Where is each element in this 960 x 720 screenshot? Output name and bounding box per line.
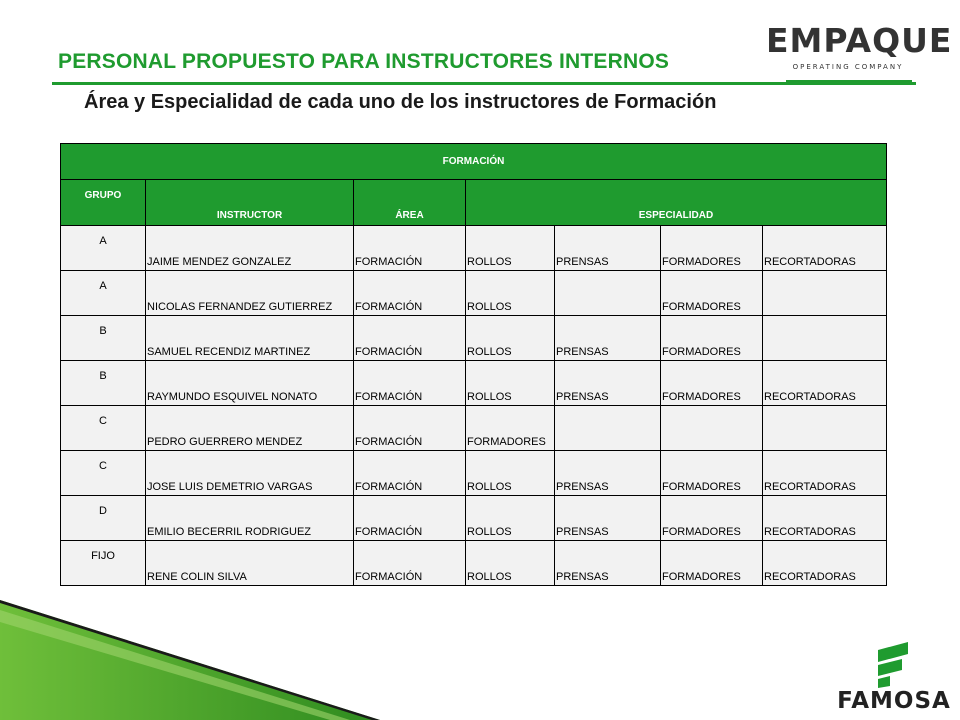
cell-especialidad-2	[555, 271, 661, 316]
cell-especialidad-3: FORMADORES	[661, 316, 763, 361]
cell-especialidad-2: PRENSAS	[555, 451, 661, 496]
cell-especialidad-4: RECORTADORAS	[763, 541, 887, 586]
empaque-logo	[766, 21, 953, 78]
cell-especialidad-2: PRENSAS	[555, 361, 661, 406]
cell-especialidad-3: FORMADORES	[661, 451, 763, 496]
cell-area: FORMACIÓN	[354, 271, 466, 316]
cell-grupo: A	[61, 226, 146, 271]
table-body	[61, 226, 887, 586]
table-row	[61, 226, 887, 271]
cell-especialidad-1: ROLLOS	[466, 226, 555, 271]
cell-area: FORMACIÓN	[354, 361, 466, 406]
cell-instructor: RAYMUNDO ESQUIVEL NONATO	[146, 361, 354, 406]
cell-instructor: SAMUEL RECENDIZ MARTINEZ	[146, 316, 354, 361]
cell-especialidad-1: ROLLOS	[466, 541, 555, 586]
cell-especialidad-2	[555, 406, 661, 451]
table-row	[61, 496, 887, 541]
table-group-header: FORMACIÓN	[61, 144, 887, 180]
table-row	[61, 406, 887, 451]
cell-especialidad-4: RECORTADORAS	[763, 496, 887, 541]
instructors-table	[60, 143, 887, 586]
slide-subtitle: Área y Especialidad de cada uno de los instructores de Formación	[84, 91, 717, 113]
cell-especialidad-4	[763, 406, 887, 451]
cell-instructor: EMILIO BECERRIL RODRIGUEZ	[146, 496, 354, 541]
cell-instructor: NICOLAS FERNANDEZ GUTIERREZ	[146, 271, 354, 316]
cell-grupo: FIJO	[61, 541, 146, 586]
column-header-instructor: INSTRUCTOR	[146, 180, 354, 226]
cell-grupo: C	[61, 451, 146, 496]
table-row	[61, 451, 887, 496]
cell-especialidad-2: PRENSAS	[555, 496, 661, 541]
famosa-logo-mark	[836, 640, 952, 688]
table-row	[61, 541, 887, 586]
cell-grupo: A	[61, 271, 146, 316]
cell-especialidad-4: RECORTADORAS	[763, 361, 887, 406]
cell-grupo: B	[61, 316, 146, 361]
cell-instructor: JOSE LUIS DEMETRIO VARGAS	[146, 451, 354, 496]
cell-especialidad-4: RECORTADORAS	[763, 451, 887, 496]
cell-especialidad-3: FORMADORES	[661, 496, 763, 541]
cell-grupo: B	[61, 361, 146, 406]
column-header-area: ÁREA	[354, 180, 466, 226]
cell-area: FORMACIÓN	[354, 451, 466, 496]
cell-especialidad-1: ROLLOS	[466, 451, 555, 496]
cell-especialidad-1: ROLLOS	[466, 496, 555, 541]
empaque-logo-rule	[786, 80, 912, 82]
cell-especialidad-2: PRENSAS	[555, 316, 661, 361]
cell-especialidad-1: ROLLOS	[466, 361, 555, 406]
cell-especialidad-4	[763, 271, 887, 316]
title-underline	[52, 82, 916, 85]
cell-especialidad-4: RECORTADORAS	[763, 226, 887, 271]
cell-instructor: PEDRO GUERRERO MENDEZ	[146, 406, 354, 451]
cell-especialidad-1: FORMADORES	[466, 406, 555, 451]
column-header-especialidad: ESPECIALIDAD	[466, 180, 887, 226]
table-row	[61, 361, 887, 406]
cell-especialidad-2: PRENSAS	[555, 541, 661, 586]
cell-especialidad-3: FORMADORES	[661, 541, 763, 586]
cell-grupo: C	[61, 406, 146, 451]
cell-area: FORMACIÓN	[354, 406, 466, 451]
slide-title: PERSONAL PROPUESTO PARA INSTRUCTORES INTERNOS	[58, 50, 670, 73]
cell-especialidad-1: ROLLOS	[466, 316, 555, 361]
empaque-logo-word: EMPAQUE	[766, 21, 953, 60]
table-row	[61, 316, 887, 361]
cell-grupo: D	[61, 496, 146, 541]
cell-especialidad-3: FORMADORES	[661, 361, 763, 406]
cell-especialidad-3	[661, 406, 763, 451]
cell-instructor: RENE COLIN SILVA	[146, 541, 354, 586]
cell-area: FORMACIÓN	[354, 496, 466, 541]
cell-especialidad-3: FORMADORES	[661, 226, 763, 271]
table-row	[61, 271, 887, 316]
empaque-logo-tagline: OPERATING COMPANY	[792, 63, 904, 71]
decorative-green-swoosh	[0, 600, 380, 720]
cell-especialidad-3: FORMADORES	[661, 271, 763, 316]
cell-especialidad-1: ROLLOS	[466, 271, 555, 316]
cell-area: FORMACIÓN	[354, 316, 466, 361]
column-header-grupo: GRUPO	[61, 180, 146, 226]
cell-especialidad-4	[763, 316, 887, 361]
cell-instructor: JAIME MENDEZ GONZALEZ	[146, 226, 354, 271]
cell-especialidad-2: PRENSAS	[555, 226, 661, 271]
cell-area: FORMACIÓN	[354, 226, 466, 271]
cell-area: FORMACIÓN	[354, 541, 466, 586]
famosa-logo	[836, 640, 952, 716]
famosa-logo-word: FAMOSA	[837, 688, 951, 714]
